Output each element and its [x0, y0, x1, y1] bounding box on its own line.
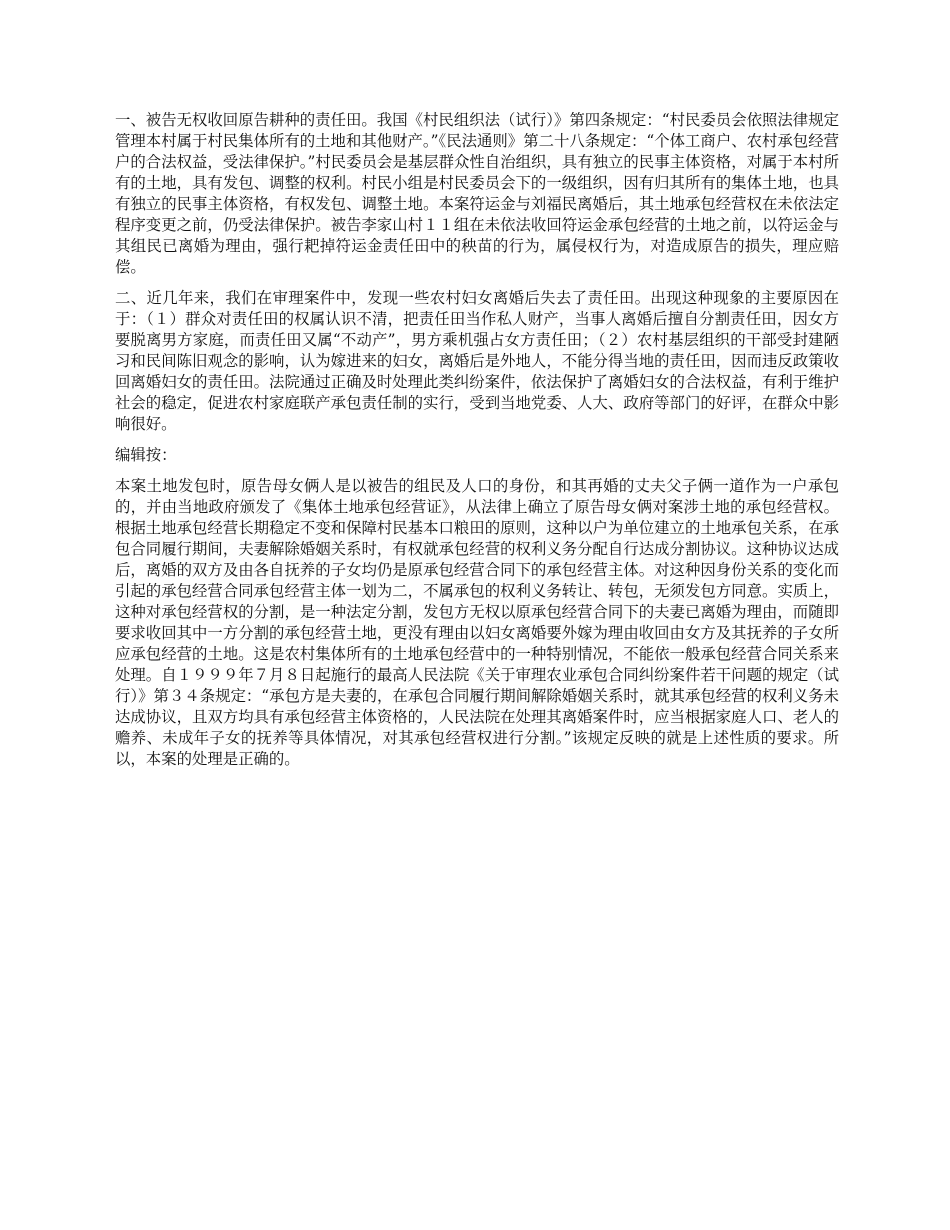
paragraph-3: 本案土地发包时，原告母女俩人是以被告的组民及人口的身份，和其再婚的丈夫父子俩一道作为一户承包的，并由当地政府颁发了《集体土地承包经营证》，从法律上确立了原告母女俩对案涉土地的承包经营权。根据土地承包经营长期稳定不变和保障村民基本口粮田的原则，这种以户为单位建立的土地承包关系，在承包合同履行期间，夫妻解除婚姻关系时，有权就承包经营的权利义务分配自行达成分割协议。这种协议达成后，离婚的双方及由各自抚养的子女均仍是原承包经营合同下的承包经营主体。对这种因身份关系的变化而引起的承包经营合同承包经营主体一划为二，不属承包的权利义务转让、转包，无须发包方同意。实质上，这种对承包经营权的分割，是一种法定分割，发包方无权以原承包经营合同下的夫妻已离婚为理由，而随即要求收回其中一方分割的承包经营土地，更没有理由以妇女离婚要外嫁为理由收回由女方及其抚养的子女所应承包经营的土地。这是农村集体所有的土地承包经营中的一种特别情况，不能依一般承包经营合同关系来处理。自１９９９年７月８日起施行的最高人民法院《关于审理农业承包合同纠纷案件若干问题的规定（试行）》第３４条规定：“承包方是夫妻的，在承包合同履行期间解除婚姻关系时，就其承包经营的权利义务未达成协议，且双方均具有承包经营主体资格的，人民法院在处理其离婚案件时，应当根据家庭人口、老人的赡养、未成年子女的抚养等具体情况，对其承包经营权进行分割。”该规定反映的就是上述性质的要求。所以，本案的处理是正确的。 [115, 477, 839, 768]
document-body [115, 110, 839, 780]
paragraph-1: 一、被告无权收回原告耕种的责任田。我国《村民组织法（试行）》第四条规定：“村民委员会依照法律规定管理本村属于村民集体所有的土地和其他财产。”《民法通则》第二十八条规定：“个体工商户、农村承包经营户的合法权益，受法律保护。”村民委员会是基层群众性自治组织，具有独立的民事主体资格，对属于本村所有的土地，具有发包、调整的权利。村民小组是村民委员会下的一级组织，因有归其所有的集体土地，也具有独立的民事主体资格，有权发包、调整土地。本案符运金与刘福民离婚后，其土地承包经营权在未依法定程序变更之前，仍受法律保护。被告李家山村１１组在未依法收回符运金承包经营的土地之前，以符运金与其组民已离婚为理由，强行耙掉符运金责任田中的秧苗的行为，属侵权行为，对造成原告的损失，理应赔偿。 [115, 111, 839, 276]
paragraph-2: 二、近几年来，我们在审理案件中，发现一些农村妇女离婚后失去了责任田。出现这种现象的主要原因在于：（１）群众对责任田的权属认识不清，把责任田当作私人财产，当事人离婚后擅自分割责任田，因女方要脱离男方家庭，而责任田又属“不动产”，男方乘机强占女方责任田；（２）农村基层组织的干部受封建陋习和民间陈旧观念的影响，认为嫁进来的妇女，离婚后是外地人，不能分得当地的责任田，因而违反政策收回离婚妇女的责任田。法院通过正确及时处理此类纠纷案件，依法保护了离婚妇女的合法权益，有利于维护社会的稳定，促进农村家庭联产承包责任制的实行，受到当地党委、人大、政府等部门的好评，在群众中影响很好。 [115, 289, 839, 433]
editor-note-heading: 编辑按： [115, 446, 177, 464]
